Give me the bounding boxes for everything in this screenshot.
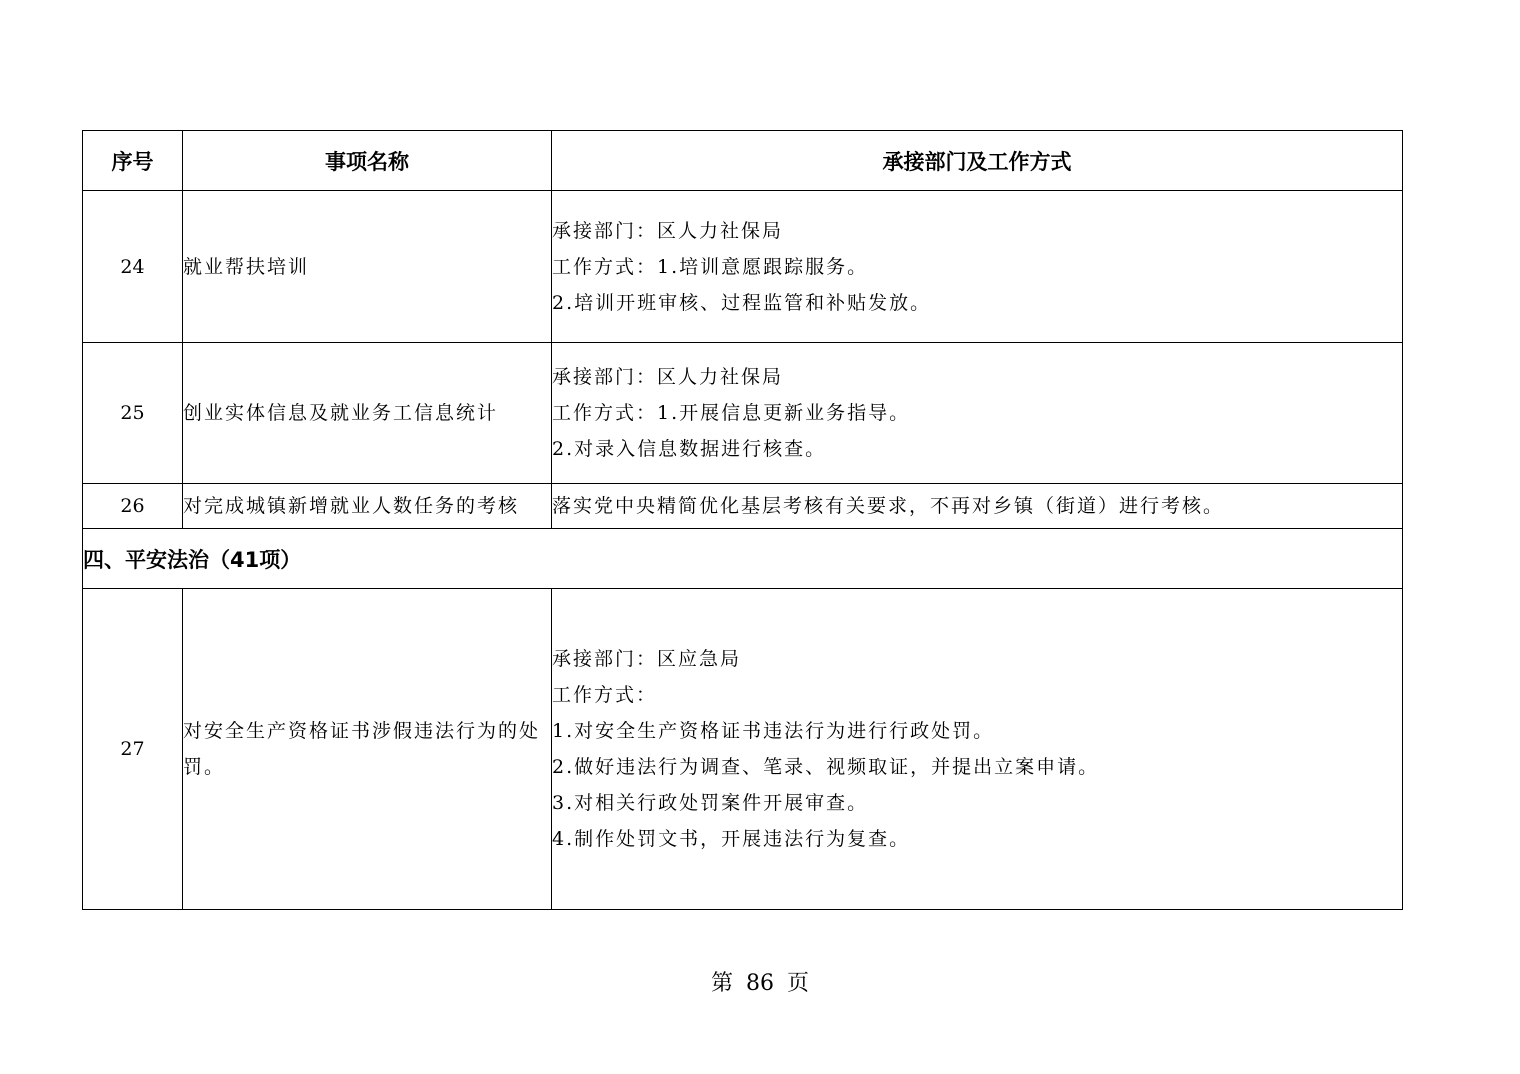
row-item-name: 就业帮扶培训: [183, 191, 552, 343]
method-line: 1.对安全生产资格证书违法行为进行行政处罚。: [552, 720, 995, 742]
row-department-method: [552, 484, 1403, 529]
page-number: 第 86 页: [711, 971, 809, 996]
method-line: 承接部门：区人力社保局: [552, 366, 784, 388]
row-item-name: 对完成城镇新增就业人数任务的考核: [183, 484, 552, 529]
method-line: 工作方式：1.培训意愿跟踪服务。: [552, 255, 869, 278]
table-row: [83, 191, 1403, 343]
table-row: [83, 343, 1403, 484]
method-line: 2.做好违法行为调查、笔录、视频取证，并提出立案申请。: [552, 756, 1100, 778]
method-line: 承接部门：区人力社保局: [552, 219, 784, 242]
method-line: 2.对录入信息数据进行核查。: [552, 438, 827, 460]
method-line: 工作方式：: [552, 684, 658, 706]
table-row: [83, 589, 1403, 910]
header-department-method: 承接部门及工作方式: [552, 131, 1403, 191]
header-serial: 序号: [83, 131, 183, 191]
header-row: [83, 131, 1403, 191]
row-item-name: 创业实体信息及就业务工信息统计: [183, 343, 552, 484]
section-title: 四、平安法治（41项）: [83, 529, 1403, 589]
method-line: 4.制作处罚文书，开展违法行为复查。: [552, 828, 911, 850]
row-serial: 27: [83, 589, 183, 910]
method-line: 承接部门：区应急局: [552, 648, 742, 670]
matters-table: [82, 130, 1403, 910]
method-line: 2.培训开班审核、过程监管和补贴发放。: [552, 291, 932, 314]
method-line: 工作方式：1.开展信息更新业务指导。: [552, 402, 911, 424]
row-serial: 24: [83, 191, 183, 343]
row-department-method: [552, 589, 1403, 910]
section-row: [83, 529, 1403, 589]
row-department-method: [552, 191, 1403, 343]
table-row: [83, 484, 1403, 529]
row-serial: 26: [83, 484, 183, 529]
row-serial: 25: [83, 343, 183, 484]
method-line: 3.对相关行政处罚案件开展审查。: [552, 792, 869, 814]
method-line: 落实党中央精简优化基层考核有关要求，不再对乡镇（街道）进行考核。: [552, 495, 1225, 517]
row-item-name: 对安全生产资格证书涉假违法行为的处罚。: [183, 589, 552, 910]
header-item-name: 事项名称: [183, 131, 552, 191]
row-department-method: [552, 343, 1403, 484]
